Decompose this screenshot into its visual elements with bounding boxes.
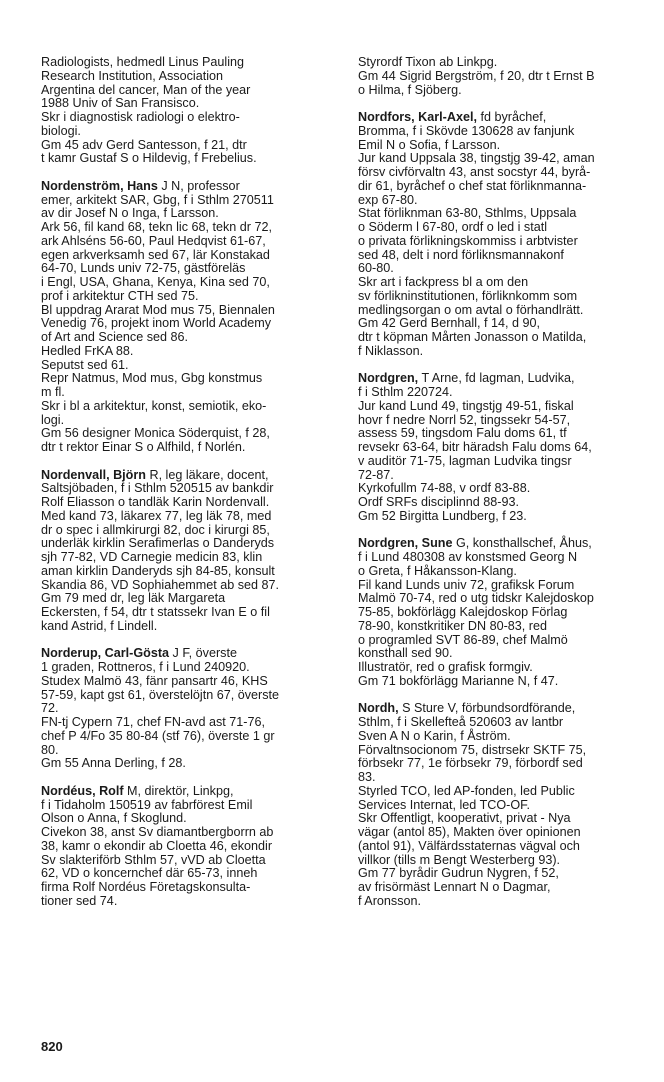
entry-line: Med kand 73, läkarex 77, leg läk 78, med [41,508,272,523]
entry-line: Emil N o Sofia, f Larsson. [358,137,501,152]
entry-line: hovr f nedre Norrl 52, tingssekr 54-57, [358,412,571,427]
entry-heading-rest: J N, professor [157,178,240,193]
entry-line: o programled SVT 86-89, chef Malmö [358,632,568,647]
entry-line: Fil kand Lunds univ 72, grafiksk Forum [358,577,575,592]
biography-entry [41,647,331,771]
entry-line: tioner sed 74. [41,893,118,908]
entry-line: medlingsorgan o om avtal o förhandlrätt. [358,302,584,317]
entry-line: Research Institution, Association [41,68,224,83]
entry-line: aman kirklin Danderyds sjh 84-85, konsult [41,563,275,578]
entry-line: revsekr 63-64, bitr häradsh Falu doms 64, [358,440,592,454]
entry-line: av dir Josef N o Inga, f Larsson. [41,206,219,221]
entry-line: Gm 79 med dr, leg läk Margareta [41,591,226,606]
entry-line: Förvaltnsocionom 75, distrsekr SKTF 75, [358,742,587,757]
entry-line: vägar (antol 85), Makten över opinionen [358,825,581,839]
entry-line: FN-tj Cypern 71, chef FN-avd ast 71-76, [41,715,265,729]
biography-entry [41,469,331,634]
entry-name: Nordfors, Karl-Axel, [358,110,477,124]
entry-line: 38, kamr o ekondir ab Cloetta 46, ekondir [41,838,273,853]
entry-line: Styrled TCO, led AP-fonden, led Public [358,783,575,798]
entry-heading-rest: M, direktör, Linkpg, [123,783,234,798]
entry-line: Skandia 86, VD Sophiahemmet ab sed 87. [41,577,280,592]
entry-heading-rest: S Sture V, förbundsordförande, [398,701,576,716]
entry-heading-rest: T Arne, fd lagman, Ludvika, [418,371,575,386]
entry-name: Nordgren, Sune [358,536,453,551]
entry-heading-line [358,702,658,716]
biography-entry [41,785,331,909]
entry-line: o privata förlikningskommiss i arbtvister [358,233,578,248]
entry-line: Services Internat, led TCO-OF. [358,797,530,812]
column-right [358,56,658,922]
entry-name: Nordenvall, Björn [41,467,146,482]
entry-line: Stat förliknman 63-80, Sthlms, Uppsala [358,206,577,221]
entry-line: o Hilma, f Sjöberg. [358,82,462,97]
entry-line: assess 59, tingsdom Falu doms 61, tf [358,426,567,441]
entry-heading-rest: J F, överste [169,646,237,661]
entry-line: f Aronsson. [358,893,422,908]
entry-line: Eckersten, f 54, dtr t statssekr Ivan E o fil [41,605,270,619]
entry-line: f i Sthlm 220724. [358,385,453,399]
entry-heading-rest: G, konsthallschef, Åhus, [452,536,592,551]
entry-line: Ark 56, fil kand 68, tekn lic 68, tekn dr 72, [41,220,273,234]
entry-name: Nordenström, Hans [41,178,158,193]
entry-line: Rolf Eliasson o tandläk Karin Nordenvall. [41,495,270,509]
entry-line: o Söderm l 67-80, ordf o led i statl [358,220,548,234]
column-left [41,56,331,922]
entry-line: Gm 77 byrådir Gudrun Nygren, f 52, [358,866,559,881]
entry-line: Venedig 76, projekt inom World Academy [41,316,272,331]
entry-heading-line [41,469,331,483]
entry-line: 1988 Univ of San Fransisco. [41,96,200,111]
entry-line: Civekon 38, anst Sv diamantbergborrn ab [41,825,274,839]
entry-line: Repr Natmus, Mod mus, Gbg konstmus [41,371,263,386]
entry-line: ark Ahlséns 56-60, Paul Hedqvist 61-67, [41,233,266,248]
entry-line: Kyrkofullm 74-88, v ordf 83-88. [358,481,531,496]
entry-line: exp 67-80. [358,192,418,207]
entry-line: t kamr Gustaf S o Hildevig, f Frebelius. [41,151,257,166]
entry-line: Gm 56 designer Monica Söderquist, f 28, [41,426,270,441]
entry-line: dtr t köpman Mårten Jonasson o Matilda, [358,330,587,344]
entry-line: Illustratör, red o grafisk formgiv. [358,660,533,674]
entry-line: dr o spec i allmkirurgi 82, doc i kirurgi 85, [41,522,270,537]
biography-entry [41,180,331,455]
entry-line: 78-90, konstkritiker DN 80-83, red [358,618,547,633]
entry-name: Norderup, Carl-Gösta [41,646,170,661]
entry-heading-line [358,111,658,125]
entry-line: Sthlm, f i Skellefteå 520603 av lantbr [358,715,564,729]
entry-heading-line [358,537,658,551]
entry-line: sv förlikninstitutionen, förliknkomm som [358,288,578,303]
entry-line: f Niklasson. [358,343,424,358]
entry-line: kand Astrid, f Lindell. [41,618,158,633]
entry-line: (antol 91), Välfärdsstaternas vägval och [358,838,580,853]
entry-line: Saltsjöbaden, f i Sthlm 520515 av bankdir [41,481,274,496]
entry-line: underläk kirklin Serafimerlas o Danderyds [41,536,275,551]
entry-line: Gm 45 adv Gerd Santesson, f 21, dtr [41,137,247,152]
entry-line: Argentina del cancer, Man of the year [41,82,251,97]
entry-line: Skr Offentligt, kooperativt, privat - Nya [358,811,571,826]
entry-line: 83. [358,770,376,784]
entry-line: o Greta, f Håkansson-Klang. [358,563,517,578]
entry-line: of Art and Science sed 86. [41,330,189,344]
entry-line: Gm 55 Anna Derling, f 28. [41,756,186,771]
entry-line: Gm 52 Birgitta Lundberg, f 23. [358,508,527,523]
entry-line: försv civförvaltn 43, anst socstyr 44, byrå- [358,165,591,179]
entry-line: egen arkverksamh sed 67, lär Konstakad [41,247,270,262]
entry-line: Ordf SRFs disciplinnd 88-93. [358,495,519,509]
entry-line: Gm 42 Gerd Bernhall, f 14, d 90, [358,316,541,331]
entry-line: Radiologists, hedmedl Linus Pauling [41,55,245,69]
entry-line: Gm 44 Sigrid Bergström, f 20, dtr t Ernst B [358,68,595,83]
entry-heading-rest: R, leg läkare, docent, [145,467,269,482]
entry-line: f i Lund 480308 av konstsmed Georg N [358,550,578,564]
entry-line: f i Tidaholm 150519 av fabrförest Emil [41,797,253,812]
entry-name: Nordéus, Rolf [41,783,124,798]
entry-line: 72. [41,701,59,716]
entry-line: 60-80. [358,261,394,276]
entry-line: Jur kand Lund 49, tingstjg 49-51, fiskal [358,398,574,413]
entry-line: Bl uppdrag Ararat Mod mus 75, Biennalen [41,302,275,317]
entry-line: Hedled FrKA 88. [41,343,134,358]
entry-line: Sv slakteriförb Sthlm 57, vVD ab Cloetta [41,852,266,867]
entry-line: sjh 77-82, VD Carnegie medicin 83, klin [41,550,263,564]
entry-line: Styrordf Tixon ab Linkpg. [358,55,498,69]
entry-line: 57-59, kapt gst 61, överstelöjtn 67, överste [41,687,280,702]
biography-entry [358,372,658,523]
entry-line: 80. [41,742,59,757]
entry-line: 62, VD o koncernchef där 65-73, inneh [41,866,258,881]
entry-line: 75-85, bokförlägg Kalejdoskop Förlag [358,605,568,619]
entry-line: Seputst sed 61. [41,357,129,372]
entry-line: Olson o Anna, f Skoglund. [41,811,187,826]
entry-line: Skr art i fackpress bl a om den [358,275,529,289]
entry-line: 64-70, Lunds univ 72-75, gästföreläs [41,261,246,276]
entry-line: Studex Malmö 43, fänr pansartr 46, KHS [41,673,268,688]
entry-line: 72-87. [358,467,394,482]
entry-line: Bromma, f i Skövde 130628 av fanjunk [358,123,575,138]
biography-entry [358,111,658,359]
entry-line: logi. [41,412,65,427]
entry-line: i Engl, USA, Ghana, Kenya, Kina sed 70, [41,275,270,289]
entry-line: emer, arkitekt SAR, Gbg, f i Sthlm 270511 [41,192,274,207]
entry-line: Skr i bl a arkitektur, konst, semiotik, eko- [41,398,267,413]
page-number: 820 [41,1039,63,1054]
entry-name: Nordh, [358,701,399,716]
entry-line: Gm 71 bokförlägg Marianne N, f 47. [358,673,559,688]
entry-heading-line [41,180,331,194]
entry-line: dir 61, byråchef o chef stat förliknmanna- [358,178,587,193]
entry-line: v auditör 71-75, lagman Ludvika tingsr [358,453,572,468]
entry-name: Nordgren, [358,371,419,386]
entry-line: villkor (tills m Bengt Westerberg 93). [358,852,561,867]
biography-entry [358,56,658,97]
entry-line: biologi. [41,123,81,138]
biography-entry [41,56,331,166]
entry-line: förbsekr 77, 1e förbsekr 79, förbordf sed [358,756,583,771]
entry-line: m fl. [41,385,65,399]
entry-line: konsthall sed 90. [358,646,453,661]
entry-line: Malmö 70-74, red o utg tidskr Kalejdoskop [358,591,594,606]
entry-heading-line [41,647,331,661]
entry-line: Sven A N o Karin, f Åström. [358,728,511,743]
entry-line: dtr t rektor Einar S o Alfhild, f Norlén. [41,440,246,454]
entry-line: prof i arkitektur CTH sed 75. [41,288,199,303]
biography-entry [358,702,658,908]
entry-heading-line [358,372,658,386]
entry-line: Jur kand Uppsala 38, tingstjg 39-42, aman [358,151,595,166]
biography-entry [358,537,658,688]
entry-line: sed 48, delt i nord förliknsmannakonf [358,247,564,262]
entry-line: chef P 4/Fo 35 80-84 (stf 76), överste 1 gr [41,728,275,743]
entry-heading-rest: fd byråchef, [476,110,547,124]
entry-line: 1 graden, Rottneros, f i Lund 240920. [41,660,250,674]
entry-line: Skr i diagnostisk radiologi o elektro- [41,110,240,124]
entry-line: firma Rolf Nordéus Företagskonsulta- [41,880,251,894]
entry-line: av frisörmäst Lennart N o Dagmar, [358,880,551,894]
entry-heading-line [41,785,331,799]
